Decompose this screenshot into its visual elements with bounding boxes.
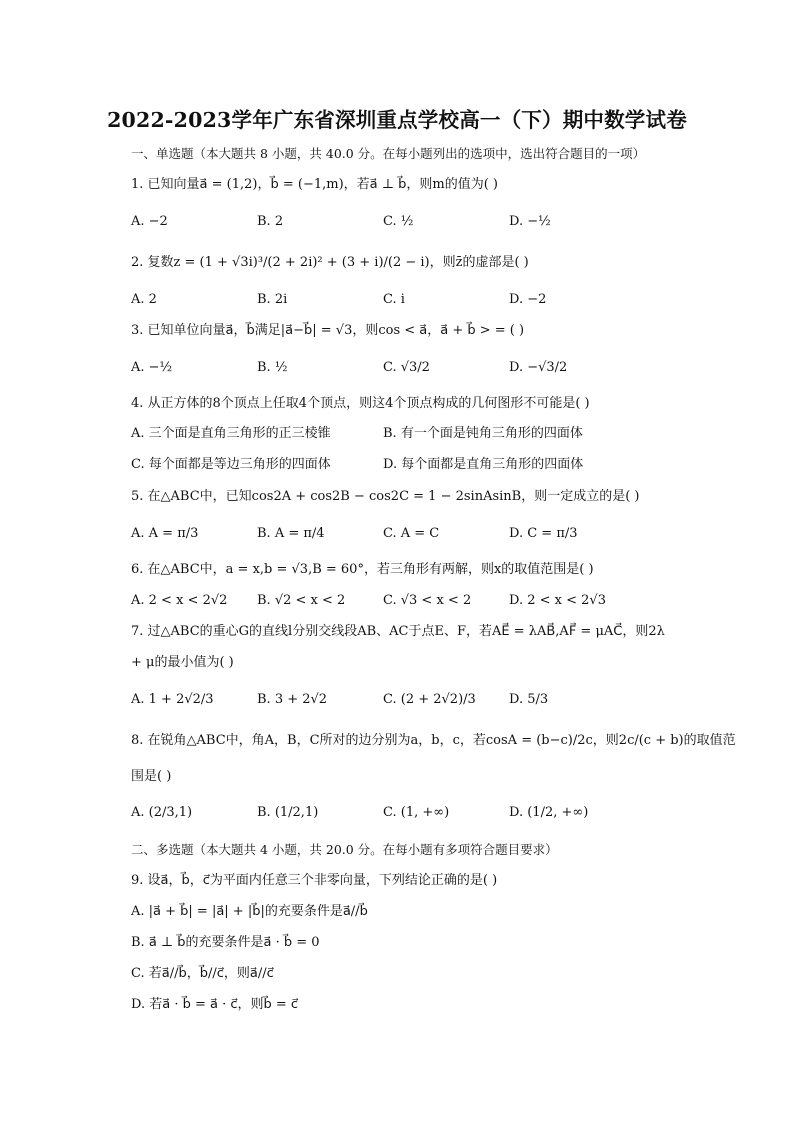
question-5-stem: 5. 在△ABC中，已知cos2A + cos2B − cos2C = 1 − 2sinAsinB，则一定成立的是( ) bbox=[131, 489, 640, 504]
question-7-stem-continued: + μ的最小值为( ) bbox=[131, 655, 234, 670]
option-d: D. −√3/2 bbox=[509, 360, 568, 375]
option-b: B. 3 + 2√2 bbox=[257, 692, 328, 707]
option-a: A. −½ bbox=[131, 360, 173, 375]
question-6-stem: 6. 在△ABC中，a = x,b = √3,B = 60°，若三角形有两解，则x的取值范围是( ) bbox=[131, 562, 594, 577]
option-d: D. −2 bbox=[509, 292, 547, 307]
option-b: B. 2i bbox=[257, 292, 288, 307]
option-b: B. (1/2,1) bbox=[257, 805, 319, 820]
option-c: C. √3/2 bbox=[383, 360, 430, 375]
question-9-option-b: B. a⃗ ⊥ b⃗的充要条件是a⃗ · b⃗ = 0 bbox=[131, 935, 320, 950]
option-a: A. A = π/3 bbox=[131, 526, 199, 541]
option-a: A. 1 + 2√2/3 bbox=[131, 692, 214, 707]
option-c: C. A = C bbox=[383, 526, 440, 541]
option-c: C. 每个面都是等边三角形的四面体 bbox=[131, 457, 331, 472]
option-b: B. ½ bbox=[257, 360, 288, 375]
exam-title: 2022-2023学年广东省深圳重点学校高一（下）期中数学试卷 bbox=[107, 108, 687, 132]
option-b: B. 2 bbox=[257, 214, 284, 229]
question-8-stem-continued: 围是( ) bbox=[131, 769, 172, 784]
question-2-stem: 2. 复数z = (1 + √3i)³/(2 + 2i)² + (3 + i)/(2 − i)，则z̄的虚部是( ) bbox=[131, 255, 529, 270]
question-4-stem: 4. 从正方体的8个顶点上任取4个顶点，则这4个顶点构成的几何图形不可能是( ) bbox=[131, 396, 590, 411]
option-d: D. C = π/3 bbox=[509, 526, 578, 541]
option-a: A. 2 < x < 2√2 bbox=[131, 593, 228, 608]
option-a: A. 2 bbox=[131, 292, 157, 307]
question-9-option-d: D. 若a⃗ · b⃗ = a⃗ · c⃗，则b⃗ = c⃗ bbox=[131, 997, 299, 1012]
option-d: D. 每个面都是直角三角形的四面体 bbox=[383, 457, 584, 472]
option-c: C. ½ bbox=[383, 214, 414, 229]
option-a: A. (2/3,1) bbox=[131, 805, 193, 820]
option-d: D. −½ bbox=[509, 214, 551, 229]
question-9-option-a: A. |a⃗ + b⃗| = |a⃗| + |b⃗|的充要条件是a⃗//b⃗ bbox=[131, 904, 368, 919]
question-7-stem: 7. 过△ABC的重心G的直线l分别交线段AB、AC于点E、F，若AE⃗ = λAB⃗,AF⃗ = μAC⃗，则2λ bbox=[131, 624, 665, 639]
option-b: B. √2 < x < 2 bbox=[257, 593, 346, 608]
option-c: C. √3 < x < 2 bbox=[383, 593, 472, 608]
question-1-stem: 1. 已知向量a⃗ = (1,2)，b⃗ = (−1,m)，若a⃗ ⊥ b⃗，则m的值为( ) bbox=[131, 177, 498, 192]
option-d: D. 2 < x < 2√3 bbox=[509, 593, 606, 608]
option-a: A. −2 bbox=[131, 214, 168, 229]
section-single-choice: 一、单选题（本大题共 8 小题，共 40.0 分。在每小题列出的选项中，选出符合题目的一项） bbox=[131, 146, 646, 161]
option-c: C. i bbox=[383, 292, 405, 307]
option-c: C. (2 + 2√2)/3 bbox=[383, 692, 476, 707]
option-b: B. 有一个面是钝角三角形的四面体 bbox=[383, 426, 583, 441]
option-d: D. 5/3 bbox=[509, 692, 549, 707]
question-9-stem: 9. 设a⃗，b⃗，c⃗为平面内任意三个非零向量，下列结论正确的是( ) bbox=[131, 873, 498, 888]
question-3-stem: 3. 已知单位向量a⃗，b⃗满足|a⃗−b⃗| = √3，则cos < a⃗，a⃗ + b⃗ > = ( ) bbox=[131, 323, 525, 338]
question-9-option-c: C. 若a⃗//b⃗，b⃗//c⃗，则a⃗//c⃗ bbox=[131, 966, 274, 981]
section-multiple-choice: 二、多选题（本大题共 4 小题，共 20.0 分。在每小题有多项符合题目要求） bbox=[131, 842, 558, 857]
option-d: D. (1/2, +∞) bbox=[509, 805, 589, 820]
option-c: C. (1, +∞) bbox=[383, 805, 450, 820]
option-a: A. 三个面是直角三角形的正三棱锥 bbox=[131, 426, 331, 441]
option-b: B. A = π/4 bbox=[257, 526, 325, 541]
question-8-stem: 8. 在锐角△ABC中，角A，B，C所对的边分别为a，b，c，若cosA = (b−c)/2c，则2c/(c + b)的取值范 bbox=[131, 733, 736, 748]
